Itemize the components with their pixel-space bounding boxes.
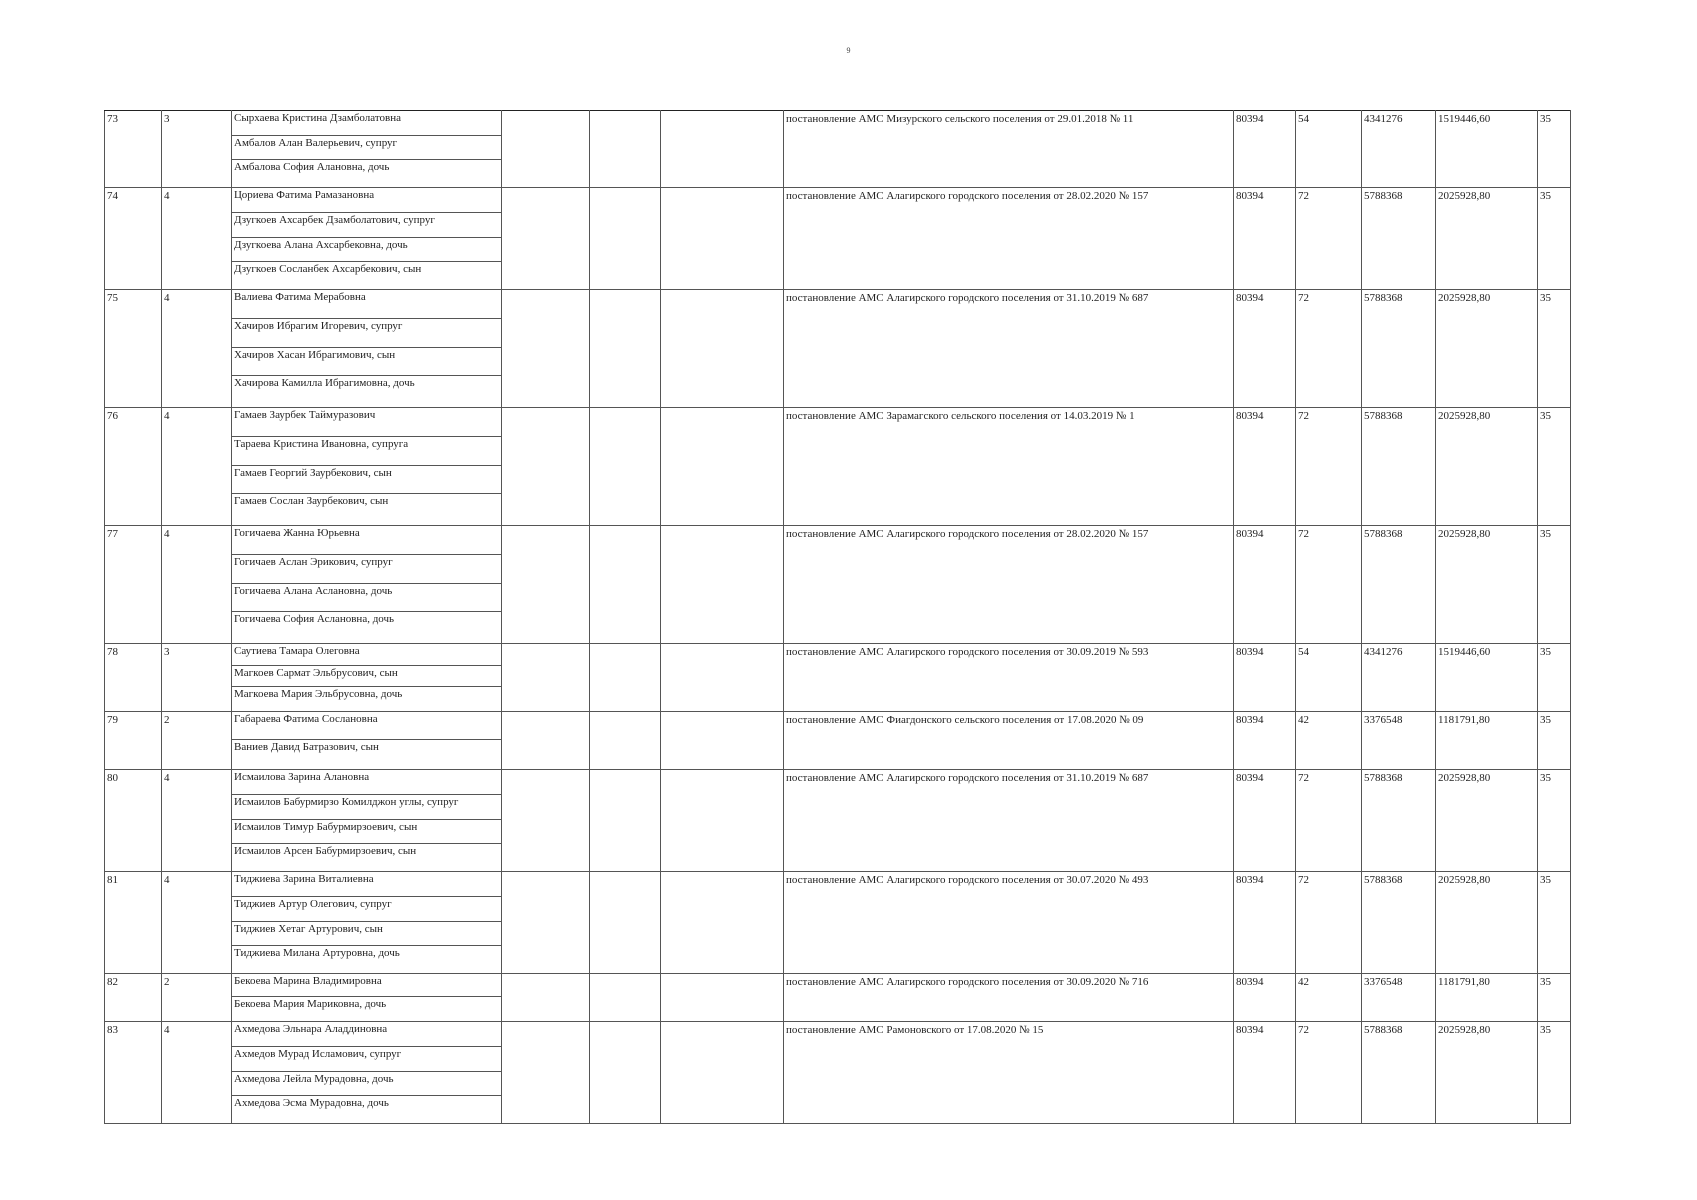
empty-cell [661,408,784,526]
payment-amount: 1181791,80 [1436,974,1538,1022]
empty-cell [502,111,590,188]
total-cost: 4341276 [1362,111,1436,188]
empty-cell [502,526,590,644]
rate-per-sqm: 80394 [1234,770,1296,872]
basis-document: постановление АМС Мизурского сельского поселения от 29.01.2018 № 11 [784,111,1234,188]
area: 42 [1296,974,1362,1022]
area: 72 [1296,188,1362,290]
payment-amount: 2025928,80 [1436,408,1538,526]
row-number: 73 [105,111,162,188]
table-row [105,526,1571,644]
percent: 35 [1538,770,1571,872]
family-size: 4 [162,408,232,526]
member-name: Ахмедова Эльнара Аладдиновна [232,1022,501,1047]
empty-cell [590,408,661,526]
empty-cell [661,872,784,974]
family-size: 4 [162,526,232,644]
member-name: Тараева Кристина Ивановна, супруга [232,437,501,466]
basis-document: постановление АМС Фиагдонского сельского поселения от 17.08.2020 № 09 [784,712,1234,770]
basis-document: постановление АМС Рамоновского от 17.08.2020 № 15 [784,1022,1234,1124]
rate-per-sqm: 80394 [1234,712,1296,770]
family-members [232,644,502,712]
table-row [105,1022,1571,1124]
member-name: Исмаилов Бабурмирзо Комилджон углы, супруг [232,795,501,820]
member-name: Сырхаева Кристина Дзамболатовна [232,111,501,136]
rate-per-sqm: 80394 [1234,1022,1296,1124]
table-row [105,974,1571,1022]
empty-cell [661,770,784,872]
rate-per-sqm: 80394 [1234,644,1296,712]
total-cost: 5788368 [1362,770,1436,872]
family-size: 4 [162,872,232,974]
rate-per-sqm: 80394 [1234,974,1296,1022]
percent: 35 [1538,188,1571,290]
empty-cell [590,526,661,644]
total-cost: 5788368 [1362,408,1436,526]
area: 72 [1296,1022,1362,1124]
member-name: Амбалов Алан Валерьевич, супруг [232,136,501,161]
area: 42 [1296,712,1362,770]
percent: 35 [1538,644,1571,712]
empty-cell [502,408,590,526]
empty-cell [502,290,590,408]
area: 72 [1296,770,1362,872]
member-name: Гогичаев Аслан Эрикович, супруг [232,555,501,584]
basis-document: постановление АМС Алагирского городского поселения от 30.07.2020 № 493 [784,872,1234,974]
member-name: Тиджиева Зарина Виталиевна [232,872,501,897]
empty-cell [661,1022,784,1124]
member-name: Гамаев Сослан Заурбекович, сын [234,495,389,508]
member-name: Магкоева Мария Эльбрусовна, дочь [234,688,403,701]
member-name: Бекоева Мария Мариковна, дочь [234,997,387,1010]
family-members [232,872,502,974]
empty-cell [590,188,661,290]
empty-cell [590,770,661,872]
family-size: 4 [162,770,232,872]
payment-amount: 2025928,80 [1436,770,1538,872]
empty-cell [590,712,661,770]
member-name: Цориева Фатима Рамазановна [232,188,501,213]
basis-document: постановление АМС Алагирского городского поселения от 30.09.2020 № 716 [784,974,1234,1022]
percent: 35 [1538,974,1571,1022]
member-name: Ваниев Давид Батразович, сын [234,740,379,753]
table-row [105,872,1571,974]
payment-amount: 2025928,80 [1436,188,1538,290]
family-members [232,290,502,408]
table-row [105,644,1571,712]
empty-cell [502,1022,590,1124]
member-name: Гамаев Заурбек Таймуразович [232,408,501,437]
payment-amount: 1519446,60 [1436,644,1538,712]
empty-cell [502,188,590,290]
member-name: Саутиева Тамара Олеговна [232,644,501,666]
percent: 35 [1538,712,1571,770]
area: 72 [1296,872,1362,974]
row-number: 80 [105,770,162,872]
rate-per-sqm: 80394 [1234,526,1296,644]
empty-cell [661,712,784,770]
member-name: Гамаев Георгий Заурбекович, сын [232,466,501,495]
members-list [232,644,501,708]
member-name: Габараева Фатима Сослановна [232,712,501,740]
family-size: 3 [162,644,232,712]
family-members [232,770,502,872]
members-list [232,111,501,184]
table-row [105,712,1571,770]
area: 54 [1296,111,1362,188]
percent: 35 [1538,872,1571,974]
member-name: Дзугкоев Сосланбек Ахсарбекович, сын [234,263,422,276]
empty-cell [661,111,784,188]
member-name: Хачирова Камилла Ибрагимовна, дочь [234,377,415,390]
family-members [232,974,502,1022]
members-list [232,290,501,404]
table-row [105,111,1571,188]
empty-cell [661,188,784,290]
members-list [232,188,501,286]
family-members [232,526,502,644]
basis-document: постановление АМС Алагирского городского поселения от 30.09.2019 № 593 [784,644,1234,712]
area: 54 [1296,644,1362,712]
empty-cell [661,974,784,1022]
payment-amount: 2025928,80 [1436,290,1538,408]
total-cost: 5788368 [1362,290,1436,408]
row-number: 77 [105,526,162,644]
row-number: 76 [105,408,162,526]
members-list [232,1022,501,1120]
member-name: Ахмедова Эсма Мурадовна, дочь [234,1097,389,1110]
empty-cell [590,974,661,1022]
empty-cell [590,644,661,712]
family-members [232,1022,502,1124]
rate-per-sqm: 80394 [1234,111,1296,188]
empty-cell [502,770,590,872]
member-name: Исмаилов Тимур Бабурмирзоевич, сын [232,820,501,845]
registry-table [104,110,1571,1124]
member-name: Магкоев Сармат Эльбрусович, сын [232,666,501,688]
family-members [232,712,502,770]
registry-body [105,111,1571,1124]
member-name: Гогичаева София Аслановна, дочь [234,613,395,626]
table-row [105,770,1571,872]
member-name: Ахмедов Мурад Исламович, супруг [232,1047,501,1072]
percent: 35 [1538,526,1571,644]
basis-document: постановление АМС Алагирского городского поселения от 31.10.2019 № 687 [784,770,1234,872]
empty-cell [502,712,590,770]
member-name: Гогичаева Жанна Юрьевна [232,526,501,555]
total-cost: 3376548 [1362,974,1436,1022]
basis-document: постановление АМС Алагирского городского поселения от 28.02.2020 № 157 [784,526,1234,644]
member-name: Дзугкоева Алана Ахсарбековна, дочь [232,238,501,263]
members-list [232,770,501,868]
row-number: 75 [105,290,162,408]
percent: 35 [1538,408,1571,526]
page-number: 9 [846,46,851,55]
payment-amount: 1181791,80 [1436,712,1538,770]
member-name: Бекоева Марина Владимировна [232,974,501,997]
table-row [105,408,1571,526]
basis-document: постановление АМС Алагирского городского поселения от 31.10.2019 № 687 [784,290,1234,408]
family-size: 4 [162,1022,232,1124]
empty-cell [502,644,590,712]
members-list [232,408,501,522]
basis-document: постановление АМС Алагирского городского поселения от 28.02.2020 № 157 [784,188,1234,290]
family-size: 2 [162,974,232,1022]
row-number: 74 [105,188,162,290]
table-row [105,290,1571,408]
total-cost: 5788368 [1362,188,1436,290]
row-number: 79 [105,712,162,770]
members-list [232,974,501,1018]
percent: 35 [1538,111,1571,188]
empty-cell [590,290,661,408]
family-size: 2 [162,712,232,770]
payment-amount: 2025928,80 [1436,1022,1538,1124]
table-row [105,188,1571,290]
member-name: Амбалова София Алановна, дочь [234,161,390,174]
total-cost: 5788368 [1362,526,1436,644]
area: 72 [1296,526,1362,644]
row-number: 81 [105,872,162,974]
payment-amount: 1519446,60 [1436,111,1538,188]
rate-per-sqm: 80394 [1234,290,1296,408]
total-cost: 4341276 [1362,644,1436,712]
members-list [232,526,501,640]
family-members [232,188,502,290]
member-name: Хачиров Ибрагим Игоревич, супруг [232,319,501,348]
member-name: Исмаилова Зарина Алановна [232,770,501,795]
empty-cell [502,872,590,974]
area: 72 [1296,408,1362,526]
member-name: Гогичаева Алана Аслановна, дочь [232,584,501,613]
area: 72 [1296,290,1362,408]
empty-cell [661,290,784,408]
member-name: Валиева Фатима Мерабовна [232,290,501,319]
family-members [232,408,502,526]
members-list [232,872,501,970]
empty-cell [590,1022,661,1124]
total-cost: 3376548 [1362,712,1436,770]
empty-cell [590,872,661,974]
empty-cell [661,526,784,644]
empty-cell [502,974,590,1022]
member-name: Хачиров Хасан Ибрагимович, сын [232,348,501,377]
rate-per-sqm: 80394 [1234,188,1296,290]
member-name: Исмаилов Арсен Бабурмирзоевич, сын [234,845,417,858]
family-members [232,111,502,188]
basis-document: постановление АМС Зарамагского сельского поселения от 14.03.2019 № 1 [784,408,1234,526]
row-number: 83 [105,1022,162,1124]
total-cost: 5788368 [1362,1022,1436,1124]
payment-amount: 2025928,80 [1436,872,1538,974]
rate-per-sqm: 80394 [1234,872,1296,974]
member-name: Ахмедова Лейла Мурадовна, дочь [232,1072,501,1097]
member-name: Тиджиева Милана Артуровна, дочь [234,947,400,960]
member-name: Дзугкоев Ахсарбек Дзамболатович, супруг [232,213,501,238]
percent: 35 [1538,290,1571,408]
member-name: Тиджиев Хетаг Артурович, сын [232,922,501,947]
row-number: 78 [105,644,162,712]
members-list [232,712,501,766]
payment-amount: 2025928,80 [1436,526,1538,644]
total-cost: 5788368 [1362,872,1436,974]
empty-cell [590,111,661,188]
family-size: 4 [162,188,232,290]
empty-cell [661,644,784,712]
family-size: 3 [162,111,232,188]
member-name: Тиджиев Артур Олегович, супруг [232,897,501,922]
row-number: 82 [105,974,162,1022]
percent: 35 [1538,1022,1571,1124]
rate-per-sqm: 80394 [1234,408,1296,526]
family-size: 4 [162,290,232,408]
